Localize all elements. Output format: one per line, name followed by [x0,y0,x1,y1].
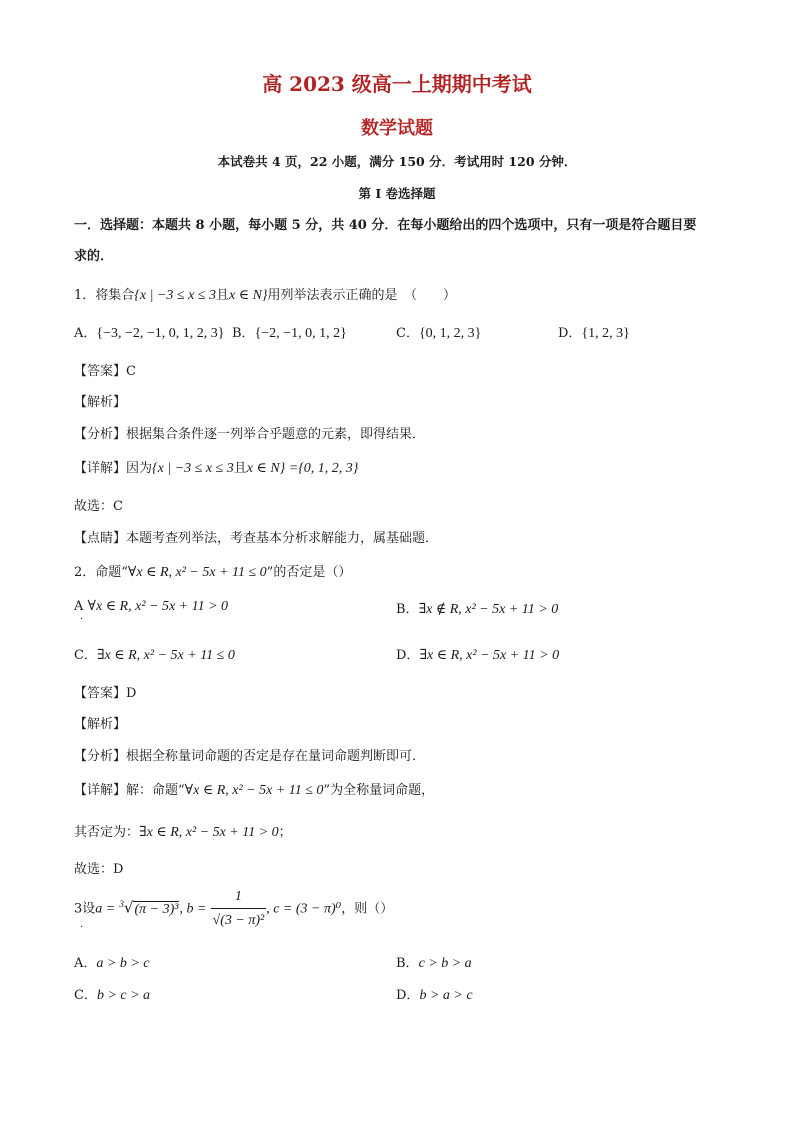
q2-option-a-dot: · [80,614,84,625]
instructions-line1: 一．选择题：本题共 8 小题，每小题 5 分，共 40 分．在每小题给出的四个选项中，只有一项是符合题目要 [74,218,697,233]
question-1 [74,284,456,304]
q2-option-b: B．∃x ∉ R, x² − 5x + 11 > 0 [396,602,559,617]
q2-option-a: A ∀x ∈ R, x² − 5x + 11 > 0 [74,599,229,614]
q2-negation: 其否定为：∃x ∈ R, x² − 5x + 11 > 0； [74,825,292,840]
q1-option-d: D．{1, 2, 3} [558,326,630,341]
q2-answer: 【答案】D [74,686,137,701]
q2-analysis-tag: 【解析】 [74,717,127,732]
question-2: 2．命题“∀x ∈ R, x² − 5x + 11 ≤ 0”的否定是（） [74,565,352,580]
q1-suffix: 用列举法表示正确的是 （ ） [267,288,457,303]
q3-option-d: D．b > a > c [396,988,473,1003]
exam-title: 高 2023 级高一上期期中考试 [262,72,532,96]
q3-fraction: $\frac{1}{\text{√(3 − π)²}}$ [211,886,267,932]
q2-option-c: C．∃x ∈ R, x² − 5x + 11 ≤ 0 [74,648,235,663]
q2-fenxi: 【分析】根据全称量词命题的否定是存在量词命题判断即可． [74,749,426,764]
q3-option-a: A．a > b > c [74,956,150,971]
q3-option-b: B．c > b > a [396,956,472,971]
q2-option-d: D．∃x ∈ R, x² − 5x + 11 > 0 [396,648,560,663]
q3-option-c: C．b > c > a [74,988,151,1003]
q2-guxuan: 故选：D [74,862,124,877]
exam-subtitle: 数学试题 [361,118,433,139]
q1-set-left: {x | −3 ≤ x ≤ 3 [134,288,216,303]
q1-and: 且 [215,288,229,303]
q1-fenxi: 【分析】根据集合条件逐一列举合乎题意的元素，即得结果． [74,427,426,442]
q1-option-c: C．{0, 1, 2, 3} [396,326,482,341]
q1-guxuan: 故选：C [74,499,123,514]
q3-cube-root: $^3$√(π − 3)³ [119,898,179,917]
q3-dot: · [80,922,84,933]
q2-xiangjie: 【详解】解：命题“∀x ∈ R, x² − 5x + 11 ≤ 0”为全称量词命题， [74,783,435,798]
q1-xiangjie: 【详解】因为{x | −3 ≤ x ≤ 3且x ∈ N} ={0, 1, 2, 3} [74,461,359,476]
section-heading: 第 I 卷选择题 [358,186,436,201]
q1-set-right: x ∈ N} [229,288,268,303]
q1-analysis-tag: 【解析】 [74,395,127,410]
exam-info: 本试卷共 4 页，22 小题，满分 150 分．考试用时 120 分钟． [217,154,577,169]
instructions-line2: 求的． [74,249,114,264]
q1-answer: 【答案】C [74,364,136,379]
q1-dianjing: 【点睛】本题考查列举法，考查基本分析求解能力，属基础题． [74,531,439,546]
question-3: 3设a = $^3$√(π − 3)³, b = $\frac{1}{\text{√(3 − π)²}}$ , c = (3 − π)⁰，则（） [74,886,393,932]
q1-option-b: B．{−2, −1, 0, 1, 2} [232,326,347,341]
q1-prefix: 1．将集合 [74,288,135,303]
q1-option-a: A．{−3, −2, −1, 0, 1, 2, 3} [74,326,225,341]
